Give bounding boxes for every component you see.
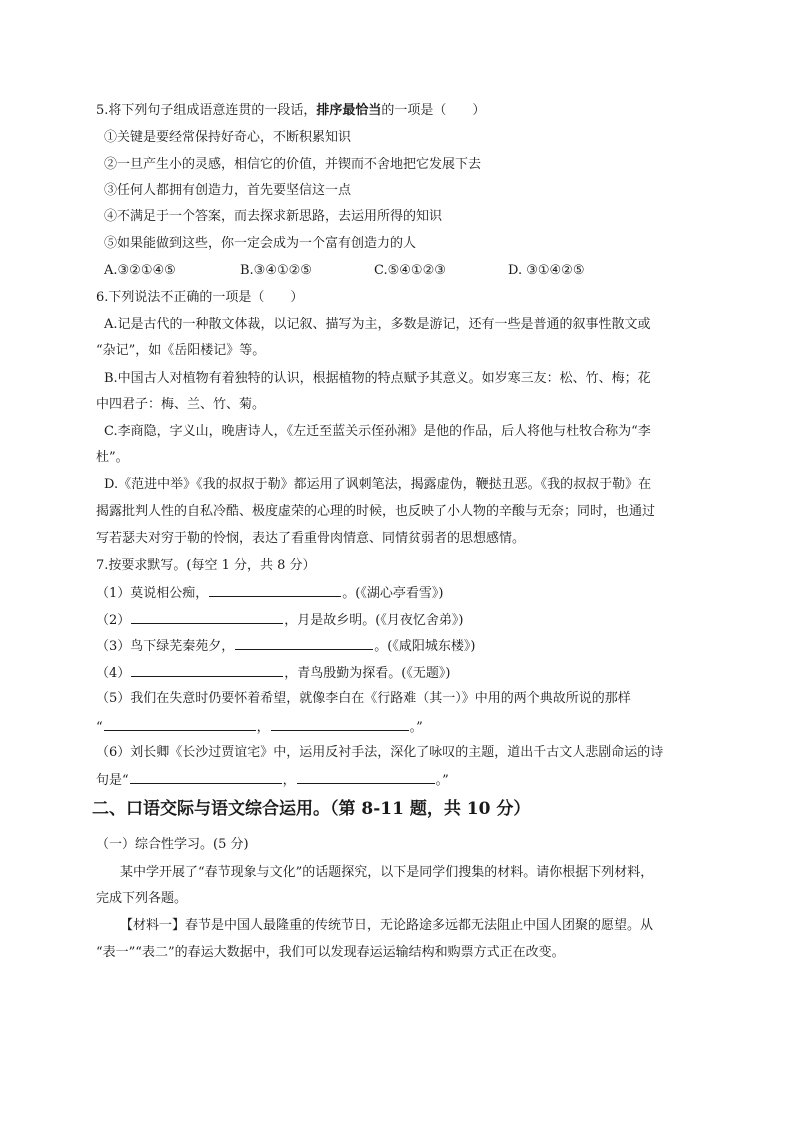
q6-c-line1: C.李商隐，字义山，晚唐诗人，《左迁至蓝关示侄孙湘》是他的作品，后人将他与杜牧合称为“李: [104, 424, 651, 439]
q6-stem: 6.下列说法不正确的一项是（ ）: [96, 290, 304, 305]
q6-d-line1: D.《范进中举》《我的叔叔于勒》都运用了讽刺笔法，揭露虚伪，鞭挞丑恶。《我的叔叔于勒》在: [104, 477, 652, 492]
q7-item-3: [96, 636, 708, 656]
q7-item-6-line1: （6）刘长卿《长沙过贾谊宅》中，运用反衬手法，深化了咏叹的主题，道出千古文人悲剧命运的诗: [96, 745, 664, 760]
q5-item-1: ①关键是要经常保持好奇心，不断积累知识: [104, 130, 352, 145]
q6-d-line3: 写若瑟夫对穷于勒的怜悯，表达了看重骨肉情意、同情贫弱者的思想感情。: [96, 531, 526, 546]
q7-item-5-line1: （5）我们在失意时仍要怀着希望，就像李白在《行路难（其一）》中用的两个典故所说的那样: [96, 691, 631, 706]
q5-item-4: ④不满足于一个答案，而去探求新思路，去运用所得的知识: [104, 209, 443, 224]
q6-a-line2: “杂记”，如《岳阳楼记》等。: [96, 343, 266, 358]
q7-1-post: 。(《湖心亭看雪》): [342, 586, 444, 601]
answer-blank[interactable]: [130, 770, 282, 784]
intro-para-line1: 某中学开展了“春节现象与文化”的话题探究，以下是同学们搜集的材料。请你根据下列材料，: [120, 865, 654, 880]
q5-stem: [96, 102, 708, 120]
answer-blank[interactable]: [131, 610, 283, 624]
q7-stem: 7.按要求默写。(每空 1 分，共 8 分）: [96, 558, 316, 573]
answer-blank[interactable]: [104, 717, 256, 731]
q5-option-c: C.⑤④①②③: [374, 263, 446, 278]
answer-blank[interactable]: [235, 636, 373, 650]
q5-stem-post: 的一项是（ ）: [381, 103, 486, 118]
answer-blank[interactable]: [131, 663, 283, 677]
answer-blank[interactable]: [209, 583, 341, 597]
q7-4-pre: （4）: [96, 666, 131, 681]
q5-item-3: ③任何人都拥有创造力，首先要坚信这一点: [104, 183, 352, 198]
q5-stem-bold: 排序最恰当: [316, 103, 382, 118]
q5-item-2: ②一旦产生小的灵感，相信它的价值，并锲而不舍地把它发展下去: [104, 157, 482, 172]
subsection-title: （一）综合性学习。(5 分): [96, 837, 249, 852]
q7-2-post: ，月是故乡明。(《月夜忆舍弟》): [284, 613, 464, 628]
q7-item-1: [96, 583, 708, 603]
q7-3-pre: （3）鸟下绿芜秦苑夕，: [96, 639, 235, 654]
q5-option-a: A.③②①④⑤: [104, 263, 176, 278]
q7-item-2: [96, 610, 708, 630]
q7-6-mid: ，: [282, 773, 296, 788]
q5-option-d: D. ③①④②⑤: [508, 263, 585, 278]
q5-stem-pre: 5.将下列句子组成语意连贯的一段话，: [96, 103, 317, 118]
q5-item-5: ⑤如果能做到这些，你一定会成为一个富有创造力的人: [104, 236, 417, 251]
q7-4-post: ，青鸟殷勤为探看。(《无题》): [284, 666, 451, 681]
q7-item-4: [96, 663, 708, 683]
q5-options: [104, 262, 716, 280]
q7-1-pre: （1）莫说相公痴，: [96, 586, 209, 601]
material-1-line2: “表一”“表二”的春运大数据中，我们可以发现春运运输结构和购票方式正在改变。: [96, 945, 565, 960]
section-heading: 二、口语交际与语文综合运用。（第 8-11 题，共 10 分）: [92, 799, 531, 819]
q7-2-pre: （2）: [96, 613, 131, 628]
q7-item-5-line2: [96, 717, 708, 737]
q7-item-6-line2: [96, 770, 708, 790]
q6-b-line2: 中四君子：梅、兰、竹、菊。: [96, 397, 266, 412]
q6-d-line2: 揭露批判人性的自私冷酷、极度虚荣的心理的时候，也反映了小人物的辛酸与无奈；同时，也通过: [96, 504, 656, 519]
q7-6-pre: 句是“: [96, 773, 129, 788]
q7-6-close: 。”: [435, 773, 449, 788]
q6-a-line1: A.记是古代的一种散文体裁，以记叙、描写为主，多数是游记，还有一些是普通的叙事性散文或: [104, 317, 651, 332]
intro-para-line2: 完成下列各题。: [96, 891, 188, 906]
answer-blank[interactable]: [297, 770, 435, 784]
material-1-line1: 【材料一】春节是中国人最隆重的传统节日，无论路途多远都无法阻止中国人团聚的愿望。从: [120, 918, 654, 933]
q7-5-mid: ，: [256, 720, 270, 735]
q6-b-line1: B.中国古人对植物有着独特的认识，根据植物的特点赋予其意义。如岁寒三友：松、竹、梅；花: [104, 371, 651, 386]
answer-blank[interactable]: [271, 717, 409, 731]
q7-5-open: “: [96, 720, 103, 735]
q5-option-b: B.③④①②⑤: [240, 263, 312, 278]
q7-3-post: 。(《咸阳城东楼》): [374, 639, 476, 654]
q7-5-close: 。”: [409, 720, 423, 735]
q6-c-line2: 杜”。: [96, 450, 129, 465]
